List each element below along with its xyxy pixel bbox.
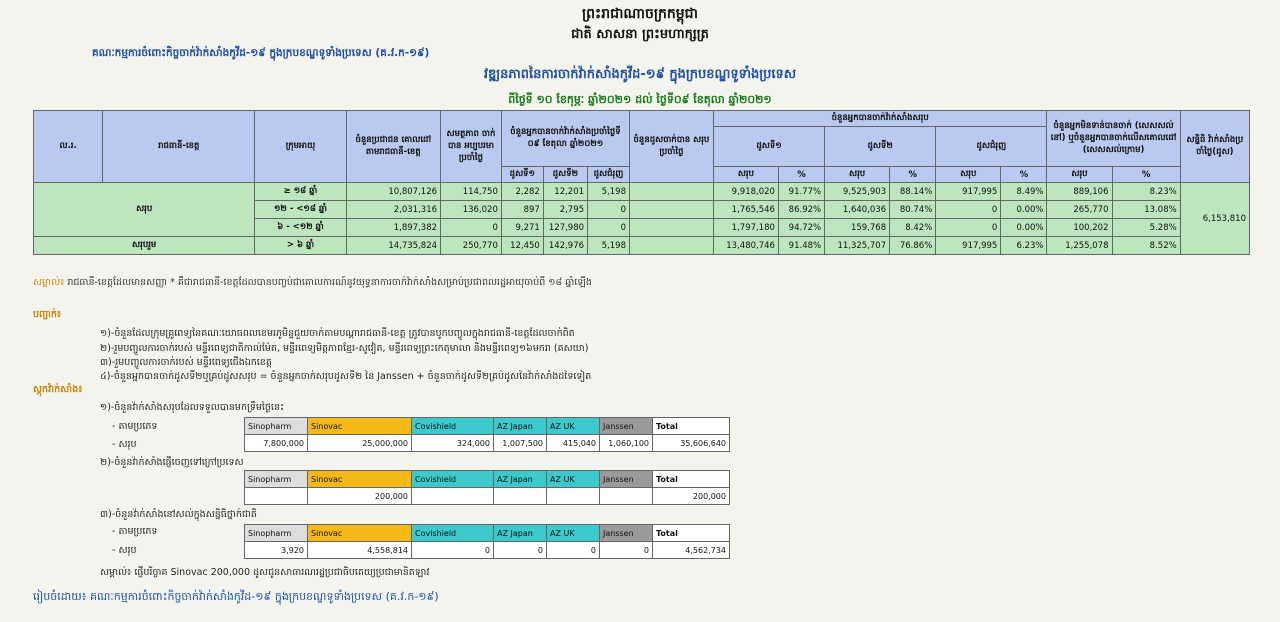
- col-cum-dose1-total: សរុប: [713, 167, 778, 183]
- vaccine-name: AZ Japan: [494, 418, 547, 435]
- cum-dose1-cell: 1,765,546: [713, 201, 778, 219]
- col-cumulative: ចំនួនអ្នកបានចាក់វ៉ាក់សាំងសរុប: [713, 111, 1047, 127]
- vaccine-name: Sinovac: [308, 418, 412, 435]
- note-text: រាជធានី-ខេត្តដែលមានសញ្ញា * គឺជារាជធានី-ខេត្តដែលបានបញ្ចប់ជាគោលការណ៍នូវយុទ្ធនាការចាក់វ៉ាក់សាំងសម្រាប់ប្រជាពលរដ្ឋអាយុចាប់ពី ១៨ ឆ្នាំឡើង: [67, 277, 592, 288]
- vaccine-count: [245, 488, 308, 505]
- population-cell: 2,031,316: [346, 201, 440, 219]
- population-cell: 1,897,382: [346, 219, 440, 237]
- col-not-yet-total: សរុប: [1047, 167, 1112, 183]
- cum-dose3-pct-cell: 0.00%: [1001, 219, 1047, 237]
- col-stock: សន្និធិ វ៉ាក់សាំងប្រ ចាំថ្ងៃ(ដូស): [1180, 111, 1249, 183]
- prepared-by-footer: រៀបចំដោយ៖ គណៈកម្មការចំពោះកិច្ចចាក់វ៉ាក់សាំងកូវីដ-១៩ ក្នុងក្របខណ្ឌទូទាំងប្រទេស (គ.វ.ក-១៩): [33, 590, 439, 603]
- vaccine-count: [547, 488, 600, 505]
- vaccine-name: Sinopharm: [245, 471, 308, 488]
- cum-dose3-cell: 917,995: [936, 183, 1001, 201]
- remaining-cell: [629, 201, 713, 219]
- age-cell: ៦ - <១២ ឆ្នាំ: [255, 219, 346, 237]
- vaccine-name: Sinovac: [308, 525, 412, 542]
- cum-dose3-pct-cell: 0.00%: [1001, 201, 1047, 219]
- col-cum-dose1: ដូសទី១: [713, 127, 824, 167]
- total-label: សរុបរួម: [34, 237, 255, 255]
- remark-item: ៣)-រួមបញ្ចូលការចាក់របស់ មន្ទីរពេទ្យជើងឯកខេត្ត: [100, 357, 272, 368]
- vaccine-name: Covishield: [412, 418, 494, 435]
- daily-dose1-cell: 9,271: [501, 219, 543, 237]
- total-header: Total: [653, 471, 730, 488]
- not-yet-pct-cell: 13.08%: [1112, 201, 1180, 219]
- target-cell: 250,770: [441, 237, 502, 255]
- target-cell: 136,020: [441, 201, 502, 219]
- cum-dose2-cell: 9,525,903: [825, 183, 890, 201]
- cum-dose2-cell: 11,325,707: [825, 237, 890, 255]
- col-cum-dose3: ដូសជំរុញ: [936, 127, 1047, 167]
- col-province: រាជធានី-ខេត្ត: [103, 111, 255, 183]
- total-count: 4,562,734: [653, 542, 730, 559]
- total-row: [34, 237, 1250, 255]
- cum-dose1-cell: 9,918,020: [713, 183, 778, 201]
- received-vaccines-table: [244, 417, 730, 452]
- col-daily-vaccinated: ចំនួនអ្នកបានចាក់វ៉ាក់សាំងប្រចាំថ្ងៃទី ០៩ ខែតុលា ឆ្នាំ២០២១: [501, 111, 629, 167]
- remaining-cell: [629, 237, 713, 255]
- total-count: 35,606,640: [653, 435, 730, 452]
- col-daily-dose2: ដូសទី២: [543, 167, 587, 183]
- vaccine-count: [494, 488, 547, 505]
- target-cell: 0: [441, 219, 502, 237]
- col-not-yet-pct: %: [1112, 167, 1180, 183]
- vaccine-count: 415,040: [547, 435, 600, 452]
- total-label: - សរុប: [112, 439, 137, 450]
- cum-dose1-pct-cell: 94.72%: [778, 219, 824, 237]
- col-target: សមត្ថភាព ចាក់បាន អប្បបរមា ប្រចាំថ្ងៃ: [441, 111, 502, 183]
- not-yet-pct-cell: 8.52%: [1112, 237, 1180, 255]
- target-cell: 114,750: [441, 183, 502, 201]
- exported-vaccines-table: [244, 470, 730, 505]
- col-cum-dose2-total: សរុប: [825, 167, 890, 183]
- vaccine-count: 200,000: [308, 488, 412, 505]
- vaccine-name: AZ Japan: [494, 471, 547, 488]
- age-cell: ≥ ១៨ ឆ្នាំ: [255, 183, 346, 201]
- vaccine-count: 0: [547, 542, 600, 559]
- col-cum-dose1-pct: %: [778, 167, 824, 183]
- vaccine-name: Sinovac: [308, 471, 412, 488]
- kingdom-header: ព្រះរាជាណាចក្រកម្ពុជា: [581, 6, 698, 22]
- stock-title: ស្តុកវ៉ាក់សាំង៖: [33, 384, 83, 395]
- col-no: ល.រ.: [34, 111, 103, 183]
- vaccine-count: 1,060,100: [600, 435, 653, 452]
- table-row: [34, 183, 1250, 201]
- vaccine-name: Sinopharm: [245, 525, 308, 542]
- vaccine-count: 1,007,500: [494, 435, 547, 452]
- vaccine-count: 7,800,000: [245, 435, 308, 452]
- cum-dose3-pct-cell: 6.23%: [1001, 237, 1047, 255]
- vaccine-count: 0: [600, 542, 653, 559]
- stock-sub1: ១)-ចំនួនវ៉ាក់សាំងសរុបដែលទទួលបានមកទ្រឹមថ្ងៃនេះ: [100, 402, 285, 413]
- vaccine-count: 4,558,814: [308, 542, 412, 559]
- daily-dose2-cell: 2,795: [543, 201, 587, 219]
- col-age-group: ក្រុមអាយុ: [255, 111, 346, 183]
- daily-dose3-cell: 0: [588, 201, 630, 219]
- stock-cell: 6,153,810: [1180, 183, 1249, 255]
- vaccine-name: AZ Japan: [494, 525, 547, 542]
- by-type-label: - តាមប្រភេទ: [112, 526, 158, 537]
- daily-dose3-cell: 5,198: [588, 237, 630, 255]
- remark-item: ២)-រួមបញ្ចូលការចាក់របស់ មន្ទីរពេទ្យជាតិកាល់ម៉ែត, មន្ទីរពេទ្យមិត្តភាពខ្មែរ-សូវៀត, មន្ទីរពេទ្យព្រះកេតុមាលា និងមន្ទីរពេទ្យ១៦មករា (គសយា): [100, 343, 589, 354]
- date-range: ពីថ្ងៃទី ១០ ខែកុម្ភៈ ឆ្នាំ២០២១ ដល់ ថ្ងៃទី០៩ ខែតុលា ឆ្នាំ២០២១: [508, 93, 772, 106]
- population-cell: 14,735,824: [346, 237, 440, 255]
- vaccine-count: 0: [494, 542, 547, 559]
- remark-item: ១)-ចំនួនដែលក្រុមគ្រូពេទ្យនៃគណៈយោធពលខេមរភូមិន្ទជួយចាក់តាមបណ្ដារាជធានី-ខេត្ត ត្រូវបានបូកបញ្ចូលក្នុងរាជធានី-ខេត្តដែលចាក់ពិត: [100, 328, 575, 339]
- col-cum-dose2: ដូសទី២: [825, 127, 936, 167]
- col-population: ចំនួនប្រជាជន គោលដៅ តាមរាជធានី-ខេត្ត: [346, 111, 440, 183]
- vaccination-progress-table: [33, 110, 1250, 255]
- remaining-cell: [629, 219, 713, 237]
- daily-dose2-cell: 12,201: [543, 183, 587, 201]
- cum-dose1-pct-cell: 86.92%: [778, 201, 824, 219]
- cum-dose3-cell: 0: [936, 219, 1001, 237]
- col-cum-dose3-pct: %: [1001, 167, 1047, 183]
- not-yet-pct-cell: 5.28%: [1112, 219, 1180, 237]
- motto-header: ជាតិ សាសនា ព្រះមហាក្សត្រ: [571, 27, 709, 42]
- total-count: 200,000: [653, 488, 730, 505]
- total-header: Total: [653, 525, 730, 542]
- vaccine-name: Janssen: [600, 525, 653, 542]
- daily-dose3-cell: 5,198: [588, 183, 630, 201]
- cum-dose3-cell: 0: [936, 201, 1001, 219]
- vaccine-name: Covishield: [412, 525, 494, 542]
- not-yet-pct-cell: 8.23%: [1112, 183, 1180, 201]
- cum-dose1-cell: 13,480,746: [713, 237, 778, 255]
- cum-dose1-pct-cell: 91.77%: [778, 183, 824, 201]
- remaining-cell: [629, 183, 713, 201]
- not-yet-cell: 889,106: [1047, 183, 1112, 201]
- vaccine-count: [412, 488, 494, 505]
- not-yet-cell: 1,255,078: [1047, 237, 1112, 255]
- daily-dose2-cell: 142,976: [543, 237, 587, 255]
- col-daily-dose1: ដូសទី១: [501, 167, 543, 183]
- cum-dose2-pct-cell: 80.74%: [890, 201, 936, 219]
- daily-dose1-cell: 897: [501, 201, 543, 219]
- age-cell: ១២ - <១៨ ឆ្នាំ: [255, 201, 346, 219]
- document-title: វឌ្ឍនភាពនៃការចាក់វ៉ាក់សាំងកូវីដ-១៩ ក្នុងក្របខណ្ឌទូទាំងប្រទេស: [483, 67, 797, 82]
- vaccine-name: Sinopharm: [245, 418, 308, 435]
- vaccine-name: Janssen: [600, 471, 653, 488]
- commission-name: គណៈកម្មការចំពោះកិច្ចចាក់វ៉ាក់សាំងកូវីដ-១៩ ក្នុងក្របខណ្ឌទូទាំងប្រទេស (គ.វ.ក-១៩): [92, 47, 430, 59]
- daily-dose1-cell: 2,282: [501, 183, 543, 201]
- cum-dose2-pct-cell: 88.14%: [890, 183, 936, 201]
- cum-dose1-cell: 1,797,180: [713, 219, 778, 237]
- vaccine-name: Covishield: [412, 471, 494, 488]
- vaccine-name: Janssen: [600, 418, 653, 435]
- col-cum-dose2-pct: %: [890, 167, 936, 183]
- col-remaining: ចំនួនដូសចាក់បាន សរុបប្រចាំថ្ងៃ: [629, 111, 713, 183]
- total-label: - សរុប: [112, 545, 137, 556]
- population-cell: 10,807,126: [346, 183, 440, 201]
- group-label: សរុប: [34, 183, 255, 237]
- not-yet-cell: 100,202: [1047, 219, 1112, 237]
- vaccine-name: AZ UK: [547, 418, 600, 435]
- remaining-vaccines-table: [244, 524, 730, 559]
- cum-dose3-cell: 917,995: [936, 237, 1001, 255]
- daily-dose1-cell: 12,450: [501, 237, 543, 255]
- vaccine-name: AZ UK: [547, 525, 600, 542]
- note-key: សម្គាល់៖: [33, 277, 65, 288]
- cum-dose1-pct-cell: 91.48%: [778, 237, 824, 255]
- stock-sub2: ២)-ចំនួនវ៉ាក់សាំងផ្ញើចេញទៅក្រៅប្រទេស: [100, 457, 244, 468]
- col-not-yet: ចំនួនអ្នកមិនទាន់បានចាក់ (សេសសល់នៅ) ឬចំនួនអ្នកបានចាក់លើសគោលដៅ (សេសសល់ក្រោម): [1047, 111, 1180, 167]
- cum-dose2-cell: 1,640,036: [825, 201, 890, 219]
- not-yet-cell: 265,770: [1047, 201, 1112, 219]
- remarks-title: បញ្ជាក់៖: [33, 309, 62, 320]
- age-cell: > ៦ ឆ្នាំ: [255, 237, 346, 255]
- vaccine-count: 324,000: [412, 435, 494, 452]
- vaccine-count: [600, 488, 653, 505]
- vaccine-count: 3,920: [245, 542, 308, 559]
- vaccine-count: 25,000,000: [308, 435, 412, 452]
- cum-dose2-pct-cell: 76.86%: [890, 237, 936, 255]
- total-header: Total: [653, 418, 730, 435]
- cum-dose3-pct-cell: 8.49%: [1001, 183, 1047, 201]
- by-type-label: - តាមប្រភេទ: [112, 421, 158, 432]
- col-daily-dose3: ដូសជំរុញ: [588, 167, 630, 183]
- col-cum-dose3-total: សរុប: [936, 167, 1001, 183]
- daily-dose3-cell: 0: [588, 219, 630, 237]
- stock-footnote: សម្គាល់៖ ផ្ញើបរិច្ចាគ Sinovac 200,000 ដូសជូនសាធារណរដ្ឋប្រជាធិបតេយ្យប្រជាមានិតឡាវ: [100, 567, 430, 578]
- daily-dose2-cell: 127,980: [543, 219, 587, 237]
- vaccine-count: 0: [412, 542, 494, 559]
- vaccine-name: AZ UK: [547, 471, 600, 488]
- remark-item: ៤)-ចំនួនអ្នកបានចាក់ដូសទី២ឬគ្រប់ដូសសរុប = ចំនួនអ្នកចាក់សរុបដូសទី២ នៃ Janssen + ចំនួនចាក់ដូសទី២គ្រប់ដូសនៃវ៉ាក់សាំងដទៃទៀត: [100, 371, 592, 382]
- cum-dose2-pct-cell: 8.42%: [890, 219, 936, 237]
- note: [33, 276, 592, 290]
- stock-sub3: ៣)-ចំនួនវ៉ាក់សាំងនៅសល់ក្នុងសន្និធិថ្នាក់ជាតិ: [100, 509, 257, 520]
- cum-dose2-cell: 159,768: [825, 219, 890, 237]
